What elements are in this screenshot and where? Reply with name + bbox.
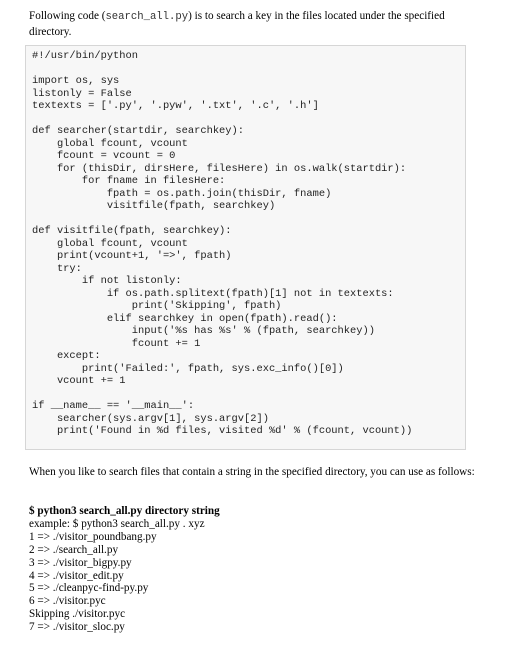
code-line: global fcount, vcount (32, 237, 188, 250)
code-line: for fname in filesHere: (32, 175, 226, 187)
code-line (32, 388, 465, 401)
code-line: elif searchkey in open(fpath).read(): (32, 312, 338, 325)
code-line: print('Found in %d files, visited %d' % (fcount, vcount)) (32, 425, 413, 437)
code-line: textexts = ['.py', '.pyw', '.txt', '.c', '.h'] (32, 100, 319, 112)
usage-paragraph: When you like to search files that contain a string in the specified directory, you can use as follows: (29, 466, 475, 478)
code-line: if __name__ == '__main__': (32, 400, 195, 412)
code-line: fcount += 1 (32, 337, 201, 350)
intro-text-after: ) is to search a key in the files located under the specified directory. (29, 10, 445, 38)
code-line (32, 63, 465, 76)
intro-filename: search_all.py (105, 11, 189, 23)
code-line: searcher(sys.argv[1], sys.argv[2]) (32, 412, 269, 425)
code-line: fpath = os.path.join(thisDir, fname) (32, 187, 332, 200)
code-line: fcount = vcount = 0 (32, 150, 176, 162)
code-line: import os, sys (32, 75, 120, 87)
example-line: 5 => ./cleanpyc-find-py.py (29, 582, 149, 595)
code-line: try: (32, 262, 82, 275)
code-line (32, 113, 465, 126)
example-line: 7 => ./visitor_sloc.py (29, 621, 125, 634)
code-line: visitfile(fpath, searchkey) (32, 200, 276, 212)
code-line: except: (32, 350, 101, 362)
intro-paragraph (29, 9, 479, 40)
code-line: def searcher(startdir, searchkey): (32, 125, 245, 137)
code-line: #!/usr/bin/python (32, 50, 139, 62)
code-line: for (thisDir, dirsHere, filesHere) in os.walk(startdir): (32, 162, 407, 175)
code-block (25, 45, 466, 450)
example-line: 6 => ./visitor.pyc (29, 595, 106, 608)
example-line: 4 => ./visitor_edit.py (29, 569, 124, 582)
example-section (29, 505, 479, 634)
code-listing (26, 46, 465, 438)
example-line: 3 => ./visitor_bigpy.py (29, 556, 132, 569)
code-line: print('Skipping', fpath) (32, 300, 282, 312)
code-line: print(vcount+1, '=>', fpath) (32, 250, 232, 262)
example-line: example: $ python3 search_all.py . xyz (29, 517, 205, 530)
code-line: vcount += 1 (32, 375, 126, 387)
code-line: listonly = False (32, 87, 132, 100)
example-line: 1 => ./visitor_poundbang.py (29, 530, 157, 543)
example-line: 2 => ./search_all.py (29, 543, 119, 556)
intro-text-before: Following code ( (29, 10, 106, 22)
code-line: print('Failed:', fpath, sys.exc_info()[0]) (32, 362, 344, 375)
code-line: input('%s has %s' % (fpath, searchkey)) (32, 325, 375, 337)
code-line (32, 213, 465, 226)
example-heading: $ python3 search_all.py directory string (29, 505, 220, 517)
example-line: Skipping ./visitor.pyc (29, 608, 126, 621)
code-line: global fcount, vcount (32, 137, 188, 150)
code-line: if os.path.splitext(fpath)[1] not in textexts: (32, 287, 394, 300)
code-line: if not listonly: (32, 275, 182, 287)
code-line: def visitfile(fpath, searchkey): (32, 225, 232, 237)
